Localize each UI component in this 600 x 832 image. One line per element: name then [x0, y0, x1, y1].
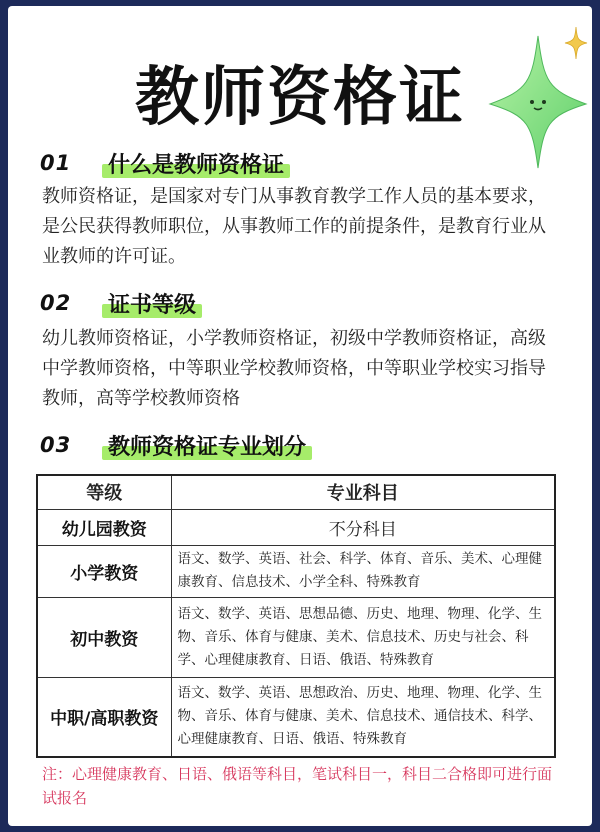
section-title-text: 什么是教师资格证 [108, 152, 285, 178]
section-03-heading [40, 428, 312, 462]
level-cell: 小学教资 [37, 545, 171, 597]
table-row [37, 509, 555, 545]
level-cell: 幼儿园教资 [37, 509, 171, 545]
header-level: 等级 [37, 475, 171, 509]
table-row [37, 545, 555, 597]
section-title [102, 430, 312, 461]
table-row [37, 597, 555, 677]
section-title [102, 148, 290, 179]
section-title-text: 教师资格证专业划分 [108, 434, 307, 460]
small-sparkle-icon [564, 26, 588, 60]
section-title-text: 证书等级 [108, 292, 197, 318]
table-header-row [37, 475, 555, 509]
level-cell: 中职/高职教资 [37, 677, 171, 757]
section-title [102, 288, 202, 319]
page-title: 教师资格证 [135, 61, 465, 135]
section-02-body: 幼儿教师资格证，小学教师资格证，初级中学教师资格证，高级中学教师资格，中等职业学校教师资格，中等职业学校实习指导教师，高等学校教师资格 [42, 328, 546, 409]
header-subjects: 专业科目 [171, 475, 555, 509]
footnote: 注：心理健康教育、日语、俄语等科目，笔试科目一，科目二合格即可进行面试报名 [42, 765, 553, 807]
level-cell: 初中教资 [37, 597, 171, 677]
section-number: 02 [40, 291, 72, 315]
subject-table [36, 474, 556, 758]
document-page [8, 6, 592, 826]
section-01-body: 教师资格证，是国家对专门从事教育教学工作人员的基本要求，是公民获得教师职位，从事教师工作的前提条件，是教育行业从业教师的许可证。 [42, 186, 546, 267]
subjects-cell: 语文、数学、英语、思想品德、历史、地理、物理、化学、生物、音乐、体育与健康、美术、信息技术、历史与社会、科学、心理健康教育、日语、俄语、特殊教育 [171, 597, 555, 677]
section-01-heading [40, 146, 290, 180]
subjects-cell: 语文、数学、英语、思想政治、历史、地理、物理、化学、生物、音乐、体育与健康、美术、信息技术、通信技术、科学、心理健康教育、日语、俄语、特殊教育 [171, 677, 555, 757]
table-row [37, 677, 555, 757]
section-02-heading [40, 286, 202, 320]
section-number: 01 [40, 151, 72, 175]
subjects-cell: 不分科目 [171, 509, 555, 545]
subjects-cell: 语文、数学、英语、社会、科学、体育、音乐、美术、心理健康教育、信息技术、小学全科、特殊教育 [171, 545, 555, 597]
section-number: 03 [40, 433, 72, 457]
